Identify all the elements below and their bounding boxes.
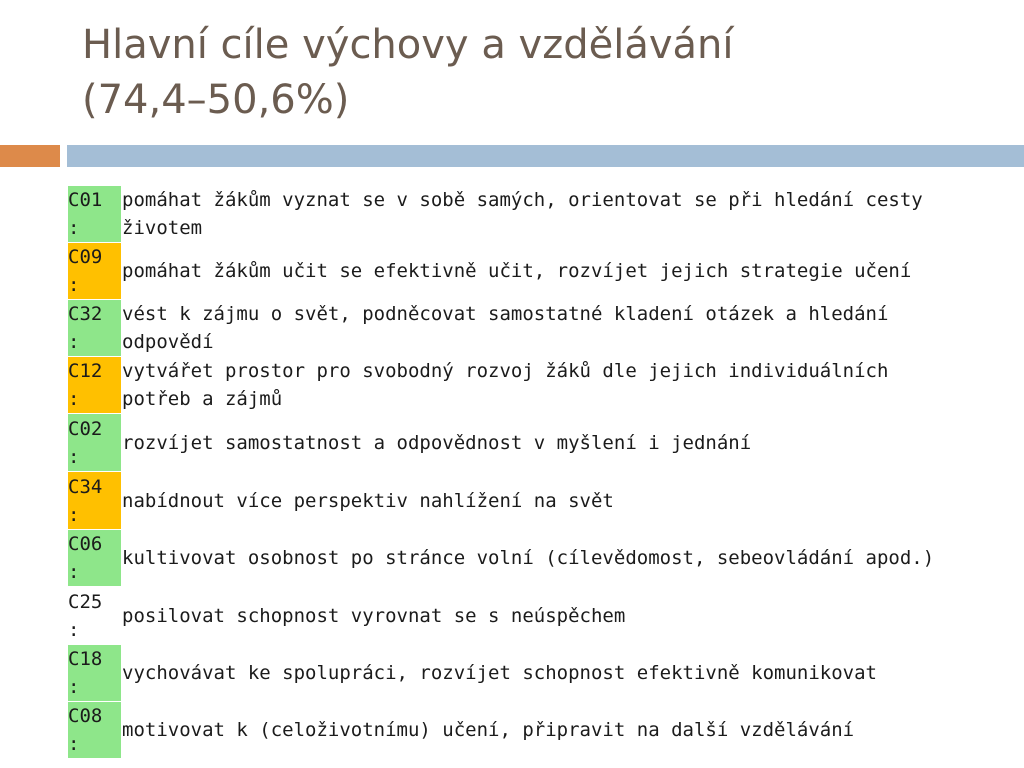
goal-code-colon: : bbox=[68, 733, 80, 755]
goal-description: rozvíjet samostatnost a odpovědnost v myšlení i jednání bbox=[122, 431, 752, 454]
table-row bbox=[68, 357, 962, 414]
table-row bbox=[68, 300, 962, 357]
goal-description: pomáhat žákům vyznat se v sobě samých, orientovat se při hledání cesty životem bbox=[122, 189, 923, 240]
goal-code-colon: : bbox=[68, 217, 80, 239]
table-row bbox=[68, 414, 962, 472]
goal-code-colon: : bbox=[68, 274, 80, 296]
goal-code: C09 bbox=[68, 246, 103, 268]
goal-code-cell bbox=[68, 243, 121, 300]
goal-code: C25 bbox=[68, 590, 103, 613]
goal-code: C32 bbox=[68, 303, 103, 325]
table-row bbox=[68, 472, 962, 530]
goal-code-cell bbox=[68, 357, 121, 414]
title-line-1: Hlavní cíle výchovy a vzdělávání bbox=[82, 22, 734, 68]
goal-code-cell bbox=[68, 414, 121, 472]
goal-description: vychovávat ke spolupráci, rozvíjet schopnost efektivně komunikovat bbox=[122, 662, 877, 684]
goal-code: C06 bbox=[68, 533, 103, 555]
table-row bbox=[68, 243, 962, 300]
table-row bbox=[68, 186, 962, 243]
goal-code-colon: : bbox=[68, 445, 80, 468]
goal-code-colon: : bbox=[68, 618, 80, 641]
goal-code: C12 bbox=[68, 360, 103, 382]
goal-description: kultivovat osobnost po stránce volní (cílevědomost, sebeovládání apod.) bbox=[122, 547, 935, 569]
goal-code-colon: : bbox=[68, 503, 80, 526]
goal-description: posilovat schopnost vyrovnat se s neúspěchem bbox=[122, 604, 626, 627]
goal-code: C02 bbox=[68, 417, 103, 440]
goal-code-cell bbox=[68, 587, 121, 645]
goal-code-cell bbox=[68, 472, 121, 530]
goal-code: C18 bbox=[68, 648, 103, 670]
goal-description: pomáhat žákům učit se efektivně učit, rozvíjet jejich strategie učení bbox=[122, 260, 912, 282]
goal-description: vést k zájmu o svět, podněcovat samostatné kladení otázek a hledání odpovědí bbox=[122, 303, 889, 353]
table-row bbox=[68, 530, 962, 587]
table-row bbox=[68, 645, 962, 702]
goal-description: nabídnout více perspektiv nahlížení na svět bbox=[122, 489, 614, 512]
table-row bbox=[68, 702, 962, 759]
accent-bar-right bbox=[67, 145, 1024, 167]
goal-code-colon: : bbox=[68, 331, 80, 353]
slide-title bbox=[82, 18, 982, 128]
title-line-2: (74,4–50,6%) bbox=[82, 77, 350, 123]
goal-code-cell bbox=[68, 530, 121, 587]
goal-code-cell bbox=[68, 186, 121, 243]
goal-code: C34 bbox=[68, 475, 103, 498]
goal-code-colon: : bbox=[68, 676, 80, 698]
goal-description: motivovat k (celoživotnímu) učení, připravit na další vzdělávání bbox=[122, 719, 855, 741]
goal-code-cell bbox=[68, 300, 121, 357]
accent-bar-left bbox=[0, 145, 60, 167]
goal-code-colon: : bbox=[68, 388, 80, 410]
goal-code-cell bbox=[68, 702, 121, 759]
goal-code-colon: : bbox=[68, 561, 80, 583]
goal-code: C01 bbox=[68, 189, 103, 211]
goal-code: C08 bbox=[68, 705, 103, 727]
goal-description: vytvářet prostor pro svobodný rozvoj žáků dle jejich individuálních potřeb a zájmů bbox=[122, 360, 889, 410]
table-row bbox=[68, 587, 962, 645]
goals-table bbox=[68, 186, 962, 759]
goal-code-cell bbox=[68, 645, 121, 702]
